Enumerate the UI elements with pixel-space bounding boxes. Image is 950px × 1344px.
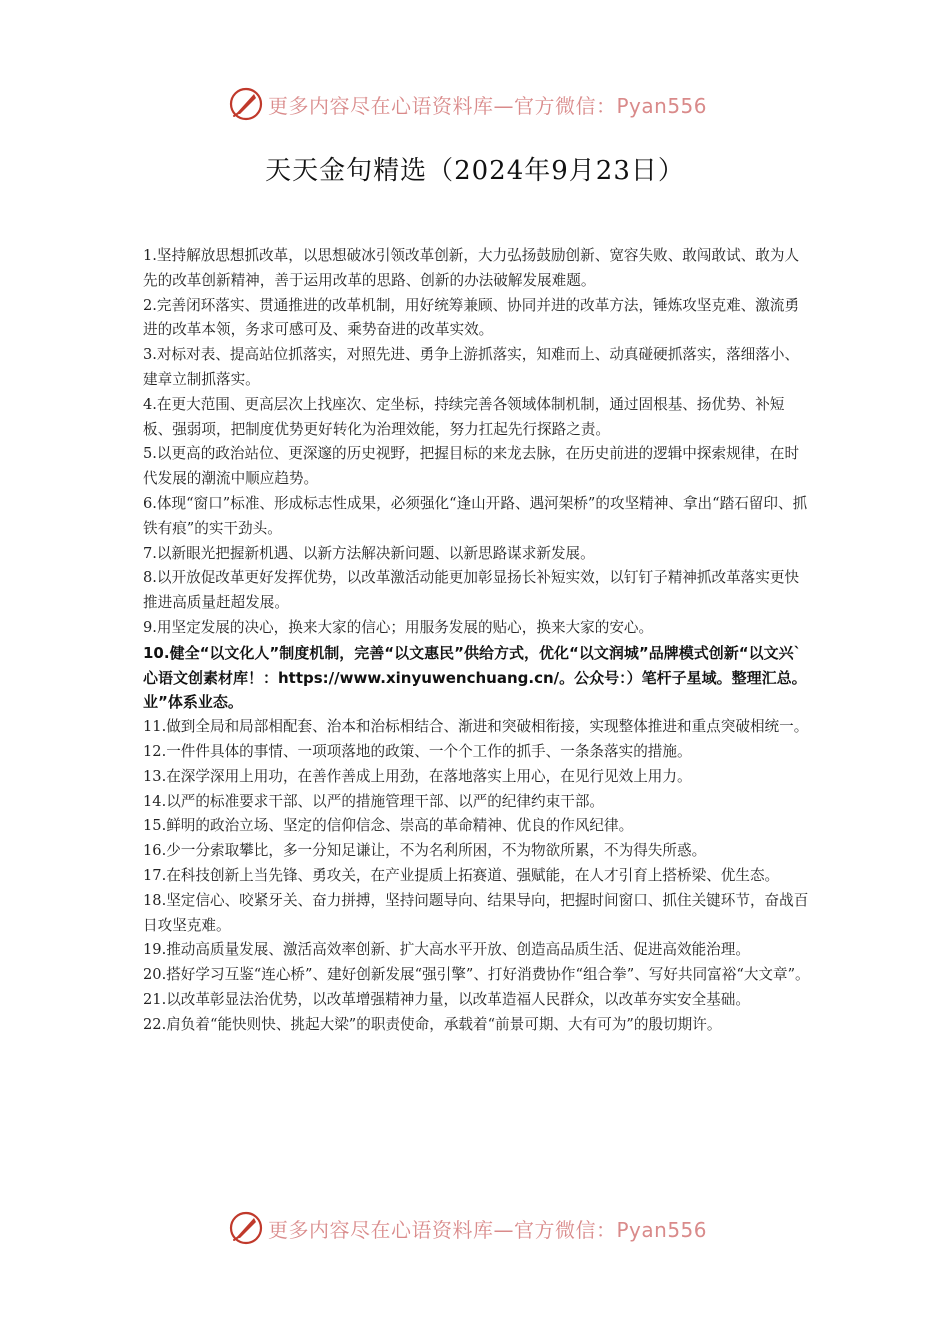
list-item: 4.在更大范围、更高层次上找座次、定坐标，持续完善各领域体制机制，通过固根基、扬优势、补短板、强弱项，把制度优势更好转化为治理效能，努力扛起先行探路之责。 <box>143 395 785 438</box>
list-item: 3.对标对表、提高站位抓落实，对照先进、勇争上游抓落实，知难而上、动真碰硬抓落实，落细落小、建章立制抓落实。 <box>143 346 800 388</box>
quill-logo-icon <box>228 1210 264 1246</box>
list-item: 19.推动高质量发展、激活高效率创新、扩大高水平开放、创造高品质生活、促进高效能治理。 <box>143 941 750 959</box>
list-item: 11.做到全局和局部相配套、治本和治标相结合、渐进和突破相衔接，实现整体推进和重点突破相统一。 <box>143 718 809 736</box>
list-item: 22.肩负着“能快则快、挑起大梁”的职责使命，承载着“前景可期、大有可为”的殷切期许。 <box>143 1015 722 1033</box>
footer-banner <box>228 1208 707 1248</box>
banner-text: 更多内容尽在心语资料库—官方微信：Pyan556 <box>268 93 708 118</box>
quote-list <box>143 244 813 1038</box>
list-item: 5.以更高的政治站位、更深邃的历史视野，把握目标的来龙去脉，在历史前进的逻辑中探索规律，在时代发展的潮流中顺应趋势。 <box>143 445 800 488</box>
list-item: 14.以严的标准要求干部、以严的措施管理干部、以严的纪律约束干部。 <box>143 792 605 810</box>
list-item: 18.坚定信心、咬紧牙关、奋力拼搏，坚持问题导向、结果导向，把握时间窗口、抓住关键环节，奋战百日攻坚克难。 <box>143 891 809 934</box>
page-title: 天天金句精选（2024年9月23日） <box>265 156 685 186</box>
list-item: 1.坚持解放思想抓改革，以思想破冰引领改革创新，大力弘扬鼓励创新、宽容失败、敢闯敢试、敢为人先的改革创新精神，善于运用改革的思路、创新的办法破解发展难题。 <box>143 247 800 289</box>
list-item: 6.体现“窗口”标准、形成标志性成果，必须强化“逢山开路、遇河架桥”的攻坚精神、拿出“踏石留印、抓铁有痕”的实干劲头。 <box>143 494 808 537</box>
list-item: 7.以新眼光把握新机遇、以新方法解决新问题、以新思路谋求新发展。 <box>143 544 595 562</box>
list-item-highlighted: 10.健全“以文化人”制度机制，完善“以文惠民”供给方式，优化“以文润城”品牌模式创新“以文兴`心语文创素材库！：https://www.xinyuwenchuang.cn/。公众号：）笔杆子星域。整理汇总。业”体系业态。 <box>143 643 807 712</box>
list-item: 20.搭好学习互鉴“连心桥”、建好创新发展“强引擎”、打好消费协作“组合拳”、写好共同富裕“大文章”。 <box>143 966 810 984</box>
list-item: 8.以开放促改革更好发挥优势，以改革激活动能更加彰显扬长补短实效，以钉钉子精神抓改革落实更快推进高质量赶超发展。 <box>143 569 800 612</box>
quill-logo-icon <box>228 86 264 122</box>
list-item: 9.用坚定发展的决心，换来大家的信心；用服务发展的贴心，换来大家的安心。 <box>143 618 654 636</box>
list-item: 17.在科技创新上当先锋、勇攻关，在产业提质上拓赛道、强赋能，在人才引育上搭桥梁、优生态。 <box>143 866 780 884</box>
list-item: 16.少一分索取攀比，多一分知足谦让，不为名利所困，不为物欲所累，不为得失所惑。 <box>143 842 707 860</box>
banner-text: 更多内容尽在心语资料库—官方微信：Pyan556 <box>268 1217 708 1242</box>
list-item: 15.鲜明的政治立场、坚定的信仰信念、崇高的革命精神、优良的作风纪律。 <box>143 817 634 835</box>
list-item: 12.一件件具体的事情、一项项落地的政策、一个个工作的抓手、一条条落实的措施。 <box>143 742 692 760</box>
header-banner <box>228 84 707 124</box>
list-item: 2.完善闭环落实、贯通推进的改革机制，用好统筹兼顾、协同并进的改革方法，锤炼攻坚克难、激流勇进的改革本领，务求可感可及、乘势奋进的改革实效。 <box>143 296 800 339</box>
list-item: 13.在深学深用上用功，在善作善成上用劲，在落地落实上用心，在见行见效上用力。 <box>143 767 692 785</box>
list-item: 21.以改革彰显法治优势，以改革增强精神力量，以改革造福人民群众，以改革夯实安全基础。 <box>143 990 750 1008</box>
